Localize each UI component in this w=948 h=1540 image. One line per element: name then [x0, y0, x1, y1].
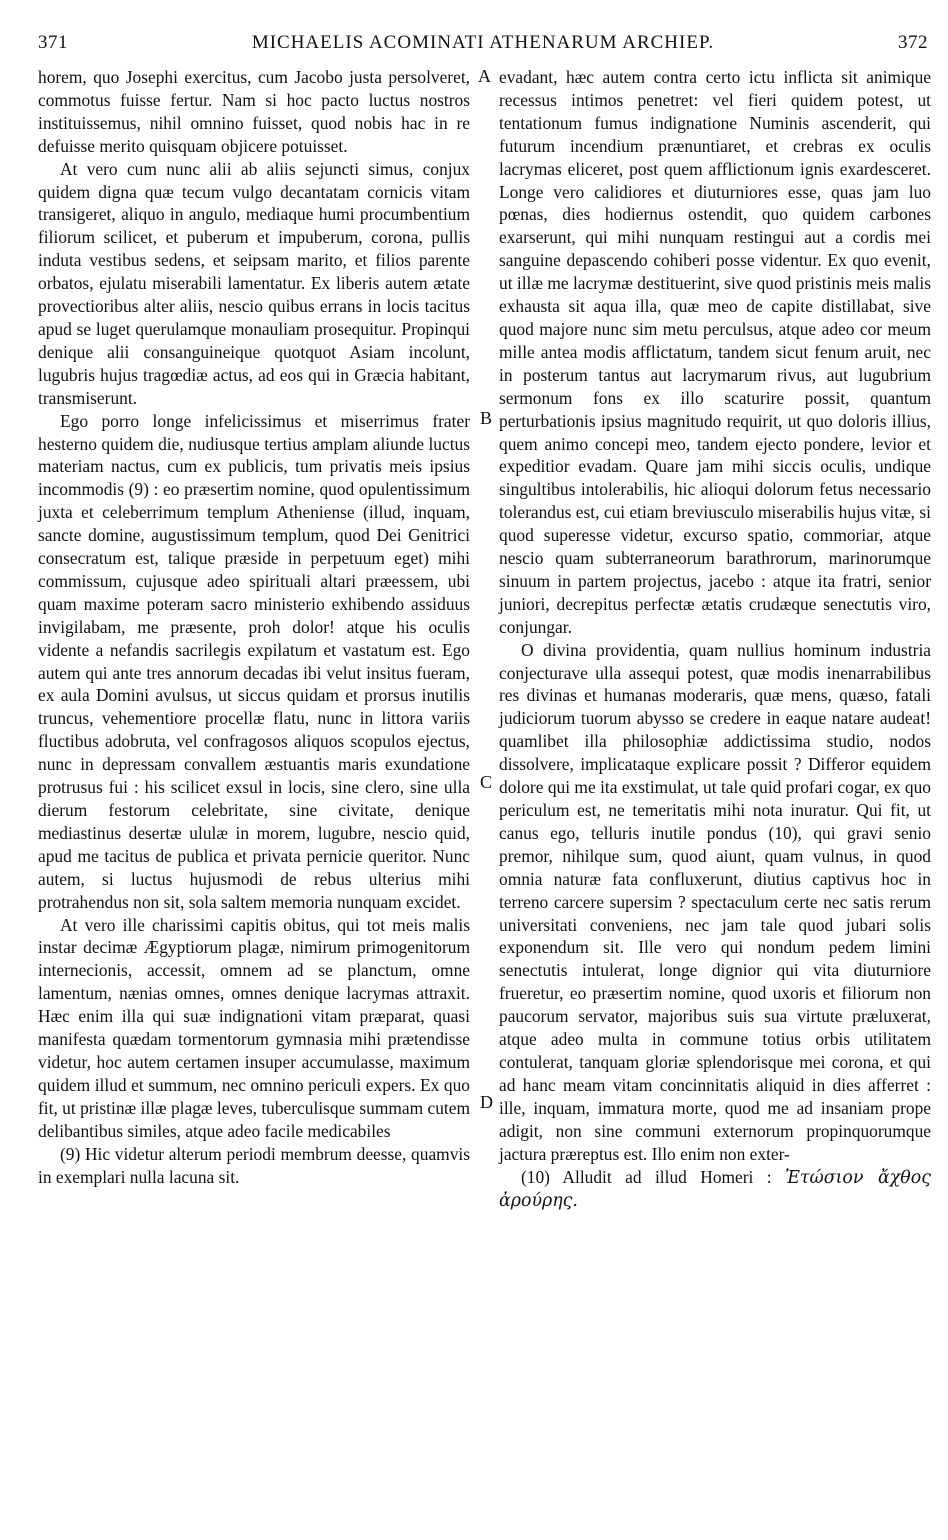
margin-letter-a: A [478, 66, 491, 86]
margin-letter-b: B [480, 408, 493, 428]
paragraph: O divina providentia, quam nullius hominum industria conjecturave ulla assequi potest, quæ modis inenarrabilibus res divinas et humanas moderaris, quæ mens, quæso, fatali judiciorum tuorum abysso se credere in eaque natare audeat! quamlibet illa philosophiæ addictissima studio, nodos dissolvere, implicataque explicare possit ? Differor equidem dolore qui me ita exstimulat, ut tale quid profari cogar, ex quo periculum est, ne temeritatis mihi nota inuratur. Qui fit, ut canus ego, telluris inutile pondus (10), qui gravi senio premor, nihilque sum, quod aiunt, quam vulnus, in quod omnia naturæ fata confluxerunt, diutius captivus hoc in terreno carcere supersim ? spectaculum certe nec satis rerum universitati conveniens, nec jam tale quod jubari solis exponendum sit. Ille vero qui nondum pedem limini senectutis intulerat, longe dignior qui vita diuturniore frueretur, eo præsertim nomine, quod uxoris et filiorum non paucorum servator, majoribus suis sua virtute præluxerat, atque adeo multa in commune totius orbis utilitatem contulerat, tanquam gloriæ splendorisque mei corona, et qui ad hanc meam vitam concinnitatis aliquid in dies afferret : ille, inquam, immatura morte, quod me ad insaniam prope adigit, non sine communi externorum propinquorumque jactura præreptus est. Illo enim non exter- [499, 639, 931, 1164]
left-column [38, 66, 470, 1188]
page-number-right: 372 [898, 32, 928, 53]
paragraph: At vero cum nunc alii ab aliis sejuncti simus, conjux quidem digna quæ tecum vulgo decantatam cornicis vitam transigeret, aliquo in angulo, mediaque humi procumbentium filiorum scilicet, et puberum et impuberum, corona, pullis induta vestibus sedens, et seipsam marito, et filios parente orbatos, ejulatu miserabili lamentatur. Ex liberis autem ætate provectioribus alter aliis, nescio quibus errans in locis tacitus apud se luget querulamque monauliam prosequitur. Propinqui denique alii consanguineique quotquot Asiam incolunt, lugubris hujus tragœdiæ actus, ad eos qui in Græcia habitant, transmiserunt. [38, 158, 470, 408]
right-column [499, 66, 931, 1213]
paragraph: horem, quo Josephi exercitus, cum Jacobo justa persolveret, commotus fuisse fertur. Nam si hoc pacto luctus nostros instituissemus, nihil omnino fuisset, quod nobis hac in re defuisse merito quisquam objicere potuisset. [38, 67, 470, 156]
footnote-text: (10) Alludit ad illud Homeri : [521, 1166, 772, 1187]
footnote: (9) Hic videtur alterum periodi membrum deesse, quamvis in exemplari nulla lacuna sit. [38, 1143, 470, 1187]
running-header [38, 32, 928, 58]
page-number-left: 371 [38, 32, 68, 53]
paragraph: evadant, hæc autem contra certo ictu inflicta sit animique recessus intimos penetret: vel fieri quidem potest, ut tentationum fumus indignatione Numinis ascenderit, qui futurum incendium prænuntiaret, et crebras ex oculis lacrymas eliceret, post quem afflictionum ignis exardesceret. Longe vero calidiores et diuturniores esse, quas jam luo pœnas, dies hodiernus ostendit, quo quidem carbones exarserunt, qui mihi nunquam restingui aut a cordis mei sanguine depascendo cohiberi posse videntur. Ex quo evenit, ut illæ me lacrymæ destituerint, sive quod pristinis meis malis exhausta sit aqua illa, quæ meo de capite distillabat, sive quod majore nunc sim metu perculsus, atque adeo cor meum mille antea modis afflictatum, tandem sicut fenum aruit, nec in posterum tantus aut lacrymarum rivus, aut lugubrium sermonum fons ex illo scaturire possit, quantum perturbationis ipsius magnitudo requirit, ut quo doloris illius, quem animo concepi meo, tandem ejecto pondere, levior et expeditior evadam. Quare jam mihi siccis oculis, undique singultibus intolerabilis, hic alioqui dolorum fetus necessario tolerandus est, cui etiam breviusculo miserabilis hujus vitæ, si quod superesse videtur, excurso spatio, commoriar, atque nescio quam subterraneorum barathrorum, marinorumque sinuum in partem projectus, jacebo : atque ita fratri, senior juniori, decrepitus perfectæ ætatis crudæque senectutis viro, conjungar. [499, 67, 931, 637]
margin-letter-c: C [480, 772, 493, 792]
paragraph: At vero ille charissimi capitis obitus, qui tot meis malis instar decimæ Ægyptiorum plagæ, nimirum primogenitorum internecionis, accessit, omnem ad se planctum, omne lamentum, nænias omnes, omnes denique lacrymas attraxit. Hæc enim illa qui suæ indignationi vitam præparat, quasi manifesta quædam tormentorum gymnasia mihi prætendisse videtur, hoc autem certamen insuper accumulasse, maximum quidem illud et summum, nec omnino periculi expers. Ex quo fit, ut pristinæ illæ plagæ leves, tuberculisque summam cutem delibantibus similes, atque adeo facile medicabiles [38, 914, 470, 1141]
footnote [499, 1166, 931, 1214]
paragraph: Ego porro longe infelicissimus et miserrimus frater hesterno quidem die, nudiusque tertius amplam aliunde luctus materiam nactus, cum ex publicis, tum privatis meis ipsius incommodis (9) : eo præsertim nomine, quod opulentissimum juxta et celeberrimum templum Atheniense (illud, inquam, sancte domine, augustissimum templum, quod Dei Genitrici consecratum est, talique præside in perpetuum eget) mihi commissum, cujusque adeo spirituali altari præessem, ubi quam maxime poteram sacro ministerio exhibendo assiduus invigilabam, me præsente, proh dolor! atque his oculis vidente a nefandis sacrilegis expilatum et vastatum est. Ego autem qui ante tres annorum decadas ibi velut insitus fueram, ex aula Domini avulsus, ut siccus quidam et prorsus inutilis truncus, vehementiore procellæ flatu, nunc in littora variis fluctibus adobruta, vel confragosos aliquos scopulos ejectus, nunc in depressam convallem æstuantis maris exundatione protrusus fui : his scilicet exsul in locis, sine clero, sine ulla dierum festorum celebritate, sine civitate, denique mediastinus desertæ ululæ in morem, lugubre, nescio quid, apud me tacitus de publica et privata pernicie queritor. Nunc autem, si luctus hujusmodi de rebus ulterius mihi protrahendus non sit, sola saltem memoria nunquam excidet. [38, 410, 470, 912]
margin-letter-d: D [480, 1092, 493, 1112]
footnote-greek-quote: Ἐτώσιον ἄχθος ἀρούρης. [499, 1167, 931, 1212]
running-title: MICHAELIS ACOMINATI ATHENARUM ARCHIEP. [251, 32, 715, 53]
